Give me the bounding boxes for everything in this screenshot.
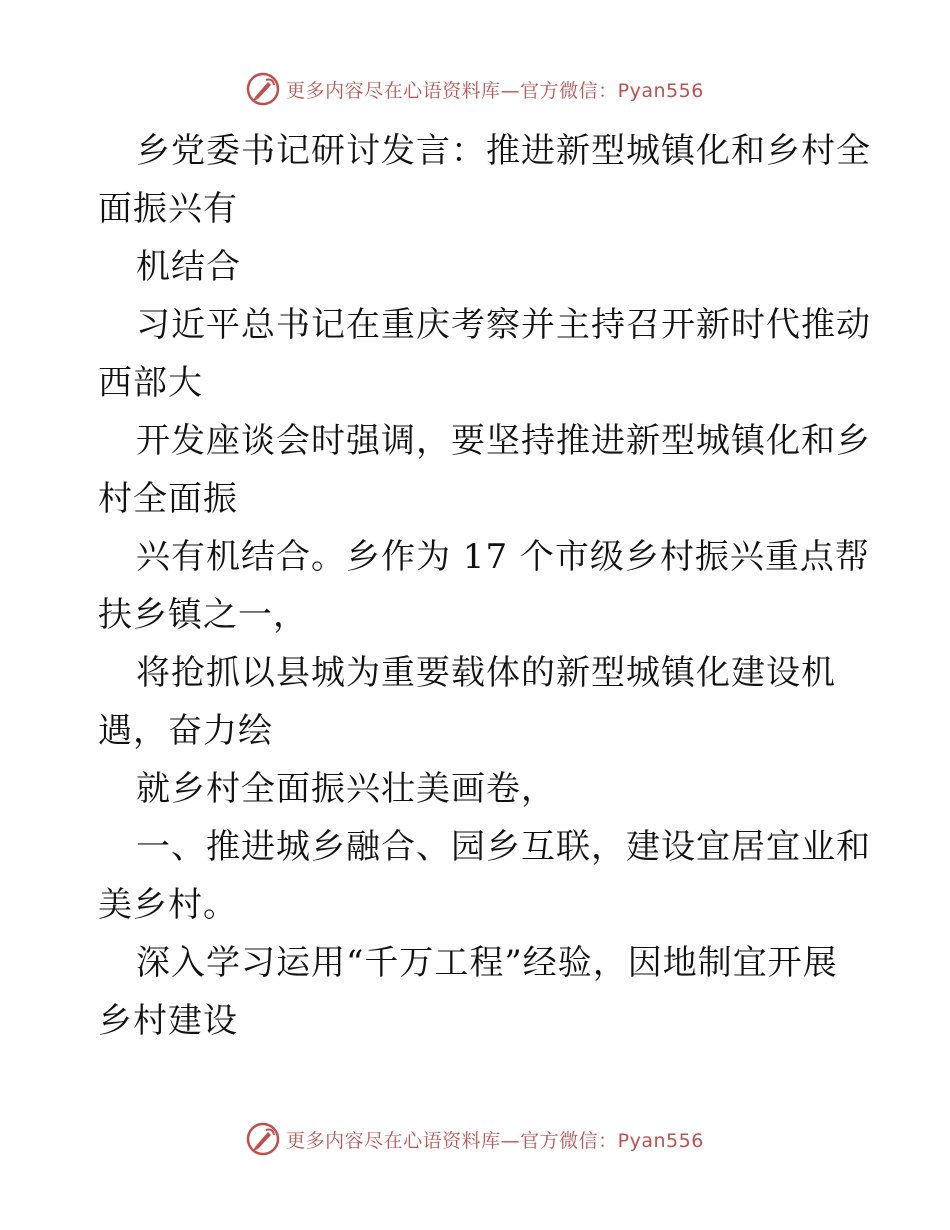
text-line: 深入学习运用“千万工程”经验，因地制宜开展 bbox=[136, 943, 838, 983]
watermark-text: 更多内容尽在心语资料库—官方微信：Pyan556 bbox=[286, 1129, 704, 1152]
text-line: 就乡村全面振兴壮美画卷， bbox=[136, 769, 556, 809]
text-line: 机结合 bbox=[136, 247, 241, 287]
text-line: 扶乡镇之一， bbox=[98, 595, 308, 635]
watermark-text: 更多内容尽在心语资料库—官方微信：Pyan556 bbox=[286, 79, 704, 102]
text-line: 村全面振 bbox=[98, 479, 238, 519]
text-line: 习近平总书记在重庆考察并主持召开新时代推动 bbox=[136, 305, 871, 345]
document-body bbox=[98, 122, 871, 1050]
text-line: 乡村建设 bbox=[98, 1001, 238, 1041]
pen-logo-icon bbox=[246, 72, 280, 106]
header-watermark bbox=[0, 72, 950, 106]
text-line: 面振兴有 bbox=[98, 189, 238, 229]
text-line: 美乡村。 bbox=[98, 885, 238, 925]
pen-logo-icon bbox=[246, 1122, 280, 1156]
text-line: 西部大 bbox=[98, 363, 203, 403]
footer-watermark bbox=[0, 1122, 950, 1156]
text-line: 乡党委书记研讨发言：推进新型城镇化和乡村全 bbox=[136, 131, 871, 171]
text-line: 一、推进城乡融合、园乡互联，建设宜居宜业和 bbox=[136, 827, 871, 867]
text-line: 开发座谈会时强调，要坚持推进新型城镇化和乡 bbox=[136, 421, 871, 461]
text-line: 将抢抓以县城为重要载体的新型城镇化建设机 bbox=[136, 653, 836, 693]
text-line: 遇，奋力绘 bbox=[98, 711, 273, 751]
text-line: 兴有机结合。乡作为 17 个市级乡村振兴重点帮 bbox=[136, 537, 870, 577]
